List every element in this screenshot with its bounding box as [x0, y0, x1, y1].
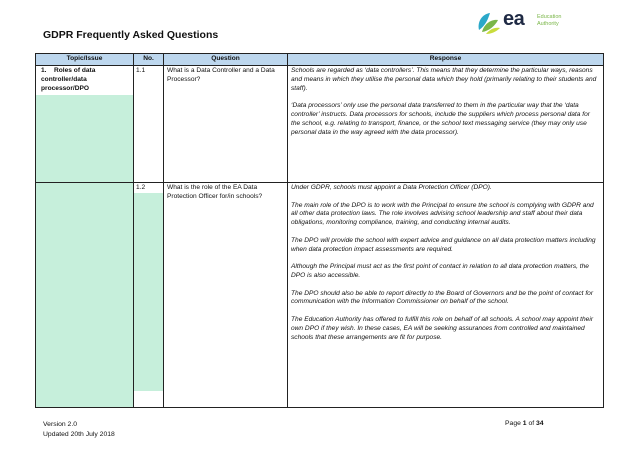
- page-prefix: Page: [505, 420, 521, 427]
- logo-subtitle-line2: Authority: [537, 21, 559, 27]
- faq-table: [35, 53, 604, 408]
- question-number: 1.2: [136, 184, 146, 191]
- footer-version: [43, 420, 115, 440]
- response-cell: [288, 66, 604, 183]
- logo-subtitle-line1: Education: [537, 14, 562, 20]
- table-row: [36, 66, 604, 183]
- column-header-no: No.: [134, 54, 164, 66]
- response-paragraph: The DPO will provide the school with expert advice and guidance on all data protection matters including when data protection impact assessments are required.: [291, 236, 596, 253]
- response-paragraph: The Education Authority has offered to fulfill this role on behalf of all schools. A school may appoint their own DPO if they wish. In these cases, EA will be seeking assurances from controlled and maintained schools that these arrangements are fit for purpose.: [291, 315, 594, 341]
- logo-subtitle: [537, 14, 561, 28]
- response-cell: [288, 183, 604, 408]
- column-header-response: Response: [288, 54, 604, 66]
- table-row: [36, 183, 604, 408]
- page-title: GDPR Frequently Asked Questions: [43, 29, 219, 41]
- table-header-row: [36, 54, 604, 66]
- topic-cell: [36, 66, 134, 183]
- version-label: Version 2.0: [43, 421, 78, 428]
- page-total: 34: [536, 420, 544, 427]
- question-number: 1.1: [134, 66, 164, 183]
- question-text: What is a Data Controller and a Data Processor?: [164, 66, 288, 183]
- leaf-logo-icon: [474, 10, 502, 36]
- page-current: 1: [522, 420, 527, 427]
- topic-number: 1.: [41, 67, 47, 74]
- topic-label: [36, 66, 133, 95]
- updated-label: Updated 20th July 2018: [43, 431, 115, 438]
- topic-cell: [36, 183, 134, 408]
- column-header-topic: Topic/Issue: [36, 54, 134, 66]
- response-paragraph: ‘Data processors’ only use the personal data transferred to them in the particular way that the ‘data controller’ instructs. Data processors for schools, include the suppliers which process personal data for the school, e.g. relating to transport, finance, or the school text messaging service (they may only use personal data in the way agreed with the data processor).: [291, 102, 590, 136]
- response-paragraph: The main role of the DPO is to work with the Principal to ensure the school is complying with GDPR and all other data protection laws. The role involves advising school leadership and staff about their data obligations, monitoring compliance, training, and conducting internal audits.: [291, 201, 594, 227]
- topic-text: Roles of data controller/data processor/DPO: [41, 67, 96, 92]
- page-of: of: [528, 420, 535, 427]
- question-number-cell: [134, 183, 164, 408]
- column-header-question: Question: [164, 54, 288, 66]
- question-text: What is the role of the EA Data Protection Officer for/in schools?: [164, 183, 288, 408]
- logo-wordmark: ea: [503, 8, 525, 30]
- response-paragraph: Schools are regarded as ‘data controllers’. This means that they determine the particular ways, reasons and means in which they utilise the personal data which they hold (primarily relating to their students and staff).: [291, 67, 597, 92]
- response-paragraph: Under GDPR, schools must appoint a Data Protection Officer (DPO).: [291, 184, 492, 191]
- response-paragraph: The DPO should also be able to report directly to the Board of Governors and be the point of contact for communication with the Information Commissioner on behalf of the school.: [291, 289, 594, 306]
- number-shade: [134, 193, 163, 391]
- education-authority-logo: [474, 10, 584, 38]
- response-paragraph: Although the Principal must act as the first point of contact in relation to all data protection matters, the DPO is also accessible.: [291, 263, 589, 279]
- page-indicator: [505, 420, 544, 427]
